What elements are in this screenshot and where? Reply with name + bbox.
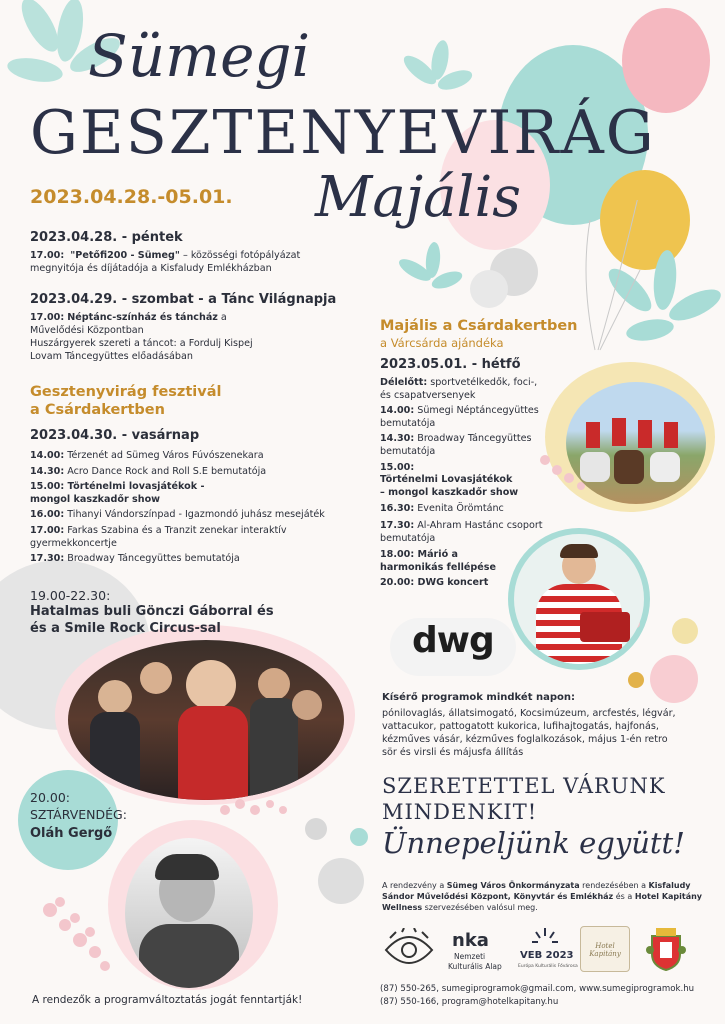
day2-line4: Lovam Táncegyüttes előadásában bbox=[30, 351, 193, 362]
side-programs-heading: Kísérő programok mindkét napon: bbox=[382, 692, 575, 703]
star-name: Oláh Gergő bbox=[30, 826, 113, 841]
list-item: 20.00: DWG koncert bbox=[380, 577, 489, 589]
day2-line3: Huszárgyerek szereti a táncot: a Fordulj Kispej bbox=[30, 338, 253, 349]
list-item: 17.00: Farkas Szabina és a Tranzit zenekar interaktív bbox=[30, 524, 287, 536]
welcome-line-1: SZERETETTEL VÁRUNK bbox=[382, 774, 666, 798]
star-label: SZTÁRVENDÉG: bbox=[30, 807, 127, 822]
party-line2: és a Smile Rock Circus-sal bbox=[30, 621, 221, 636]
circle-mint-small bbox=[350, 828, 368, 846]
sumeg-crest-icon bbox=[380, 928, 438, 972]
nka-logo-line1: Nemzeti bbox=[454, 952, 486, 961]
side-line-3: kézműves vásár, kézműves foglalkozások, május 1-én retro bbox=[382, 734, 668, 745]
list-item: Délelőtt: sportvetélkedők, foci-, bbox=[380, 377, 538, 388]
day1-heading: 2023.04.28. - péntek bbox=[30, 230, 183, 245]
list-item: 16.30: Evenita Örömtánc bbox=[380, 503, 504, 515]
party-time: 19.00-22.30: bbox=[30, 588, 111, 603]
festival-heading-1: Gesztenyvirág fesztivál bbox=[30, 384, 222, 400]
star-photo bbox=[125, 838, 253, 988]
circle-grey-small-1 bbox=[305, 818, 327, 840]
day2-heading: 2023.04.29. - szombat - a Tánc Világnapja bbox=[30, 292, 337, 307]
majalis-heading-2: a Várcsárda ajándéka bbox=[380, 336, 504, 350]
side-line-1: pónilovaglás, állatsimogató, Kocsimúzeum, arcfestés, légvár, bbox=[382, 708, 676, 719]
list-item: 14.00: Térzenét ad Sümeg Város Fúvószenekara bbox=[30, 450, 264, 461]
contact-line-2: (87) 550-166, program@hotelkapitany.hu bbox=[380, 997, 559, 1007]
disclaimer: A rendezők a programváltoztatás jogát fenntartják! bbox=[32, 994, 303, 1006]
circle-gold-small bbox=[628, 672, 644, 688]
list-item: 14.00: Sümegi Néptáncegyüttes bbox=[380, 405, 539, 417]
list-item: harmonikás fellépése bbox=[380, 561, 497, 573]
party-line1: Hatalmas buli Gönczi Gáborral és bbox=[30, 604, 274, 619]
list-item: 15.00: Történelmi lovasjátékok - bbox=[30, 481, 205, 493]
day1-line2: megnyitója és díjátadója a Kisfaludy Emlékházban bbox=[30, 263, 272, 274]
circle-pink-right bbox=[650, 655, 698, 703]
list-item: és csapatversenyek bbox=[380, 389, 476, 401]
majalis-day-heading: 2023.05.01. - hétfő bbox=[380, 357, 521, 372]
blossom-icon bbox=[20, 880, 130, 980]
list-item: 14.30: Acro Dance Rock and Roll S.E bemutatója bbox=[30, 465, 267, 477]
dwg-logo-text: dwg bbox=[412, 620, 494, 661]
list-item: 18.00: Márió a bbox=[380, 549, 458, 561]
circle-yellow-1 bbox=[672, 618, 698, 644]
chestnut-leaf-icon bbox=[395, 240, 465, 310]
day2-line1: 17.00: Néptánc-színház és táncház a bbox=[30, 312, 227, 323]
accordion-performer-photo bbox=[514, 534, 644, 664]
horse-show-photo bbox=[566, 382, 706, 504]
coat-of-arms-icon bbox=[646, 926, 686, 972]
list-item: gyermekkoncertje bbox=[30, 537, 117, 549]
welcome-line-2: MINDENKIT! bbox=[382, 800, 538, 824]
band-photo bbox=[68, 640, 344, 800]
veb-sun-icon bbox=[530, 926, 560, 948]
list-item: 17.30: Al-Ahram Hastánc csoport bbox=[380, 519, 543, 531]
list-item: – mongol kaszkadőr show bbox=[380, 486, 519, 498]
hotel-kapitany-text: Hotel Kapitány bbox=[589, 942, 621, 958]
main-title: GESZTENYEVIRÁG bbox=[30, 98, 656, 168]
balloon-strings bbox=[520, 200, 660, 360]
festival-heading-2: a Csárdakertben bbox=[30, 402, 165, 418]
list-item: bemutatója bbox=[380, 417, 436, 429]
title-script-top: Sümegi bbox=[88, 22, 311, 90]
list-item: Történelmi Lovasjátékok bbox=[380, 474, 513, 486]
day1-line1: 17.00: "Petőfi200 - Sümeg" – közösségi fotópályázat bbox=[30, 250, 301, 261]
contact-line-1: (87) 550-265, sumegiprogramok@gmail.com, www.sumegiprogramok.hu bbox=[380, 984, 695, 994]
circle-grey-2 bbox=[470, 270, 508, 308]
date-range: 2023.04.28.-05.01. bbox=[30, 186, 233, 208]
list-item: 15.00: bbox=[380, 461, 415, 473]
organizer-text: A rendezvény a Sümeg Város Önkormányzata rendezésében a Kisfaludy Sándor Művelődési Központ, Könyvtár és Emlékház és a Hotel Kapitány Wellness szervezésében valósul meg. bbox=[382, 881, 703, 912]
side-line-2: vattacukor, pattogatott kukorica, lufihajtogatás, hajfonás, bbox=[382, 721, 659, 732]
list-item: bemutatója bbox=[380, 445, 436, 457]
nka-logo-line2: Kulturális Alap bbox=[448, 962, 502, 971]
title-script-bottom: Majális bbox=[315, 165, 522, 230]
list-item: 14.30: Broadway Táncegyüttes bbox=[380, 433, 532, 445]
star-time: 20.00: bbox=[30, 790, 70, 805]
circle-grey-small-2 bbox=[318, 858, 364, 904]
nka-logo-mark: nka bbox=[452, 930, 489, 951]
list-item: bemutatója bbox=[380, 532, 436, 544]
side-line-4: sör és virsli és májusfa állítás bbox=[382, 747, 524, 758]
day2-line2: Művelődési Központban bbox=[30, 325, 144, 336]
veb-logo-text: VEB 2023 bbox=[520, 950, 574, 961]
day3-list bbox=[30, 450, 350, 566]
veb-logo-sub: Európa Kulturális Fővárosa bbox=[518, 964, 578, 969]
welcome-script: Ünnepeljünk együtt! bbox=[382, 826, 685, 860]
list-item: 17.30: Broadway Táncegyüttes bemutatója bbox=[30, 553, 240, 565]
list-item: 16.00: Tihanyi Vándorszínpad - Igazmondó juhász mesejáték bbox=[30, 509, 325, 521]
day3-heading: 2023.04.30. - vasárnap bbox=[30, 428, 200, 443]
list-item: mongol kaszkadőr show bbox=[30, 493, 161, 505]
majalis-heading-1: Majális a Csárdakertben bbox=[380, 318, 578, 334]
